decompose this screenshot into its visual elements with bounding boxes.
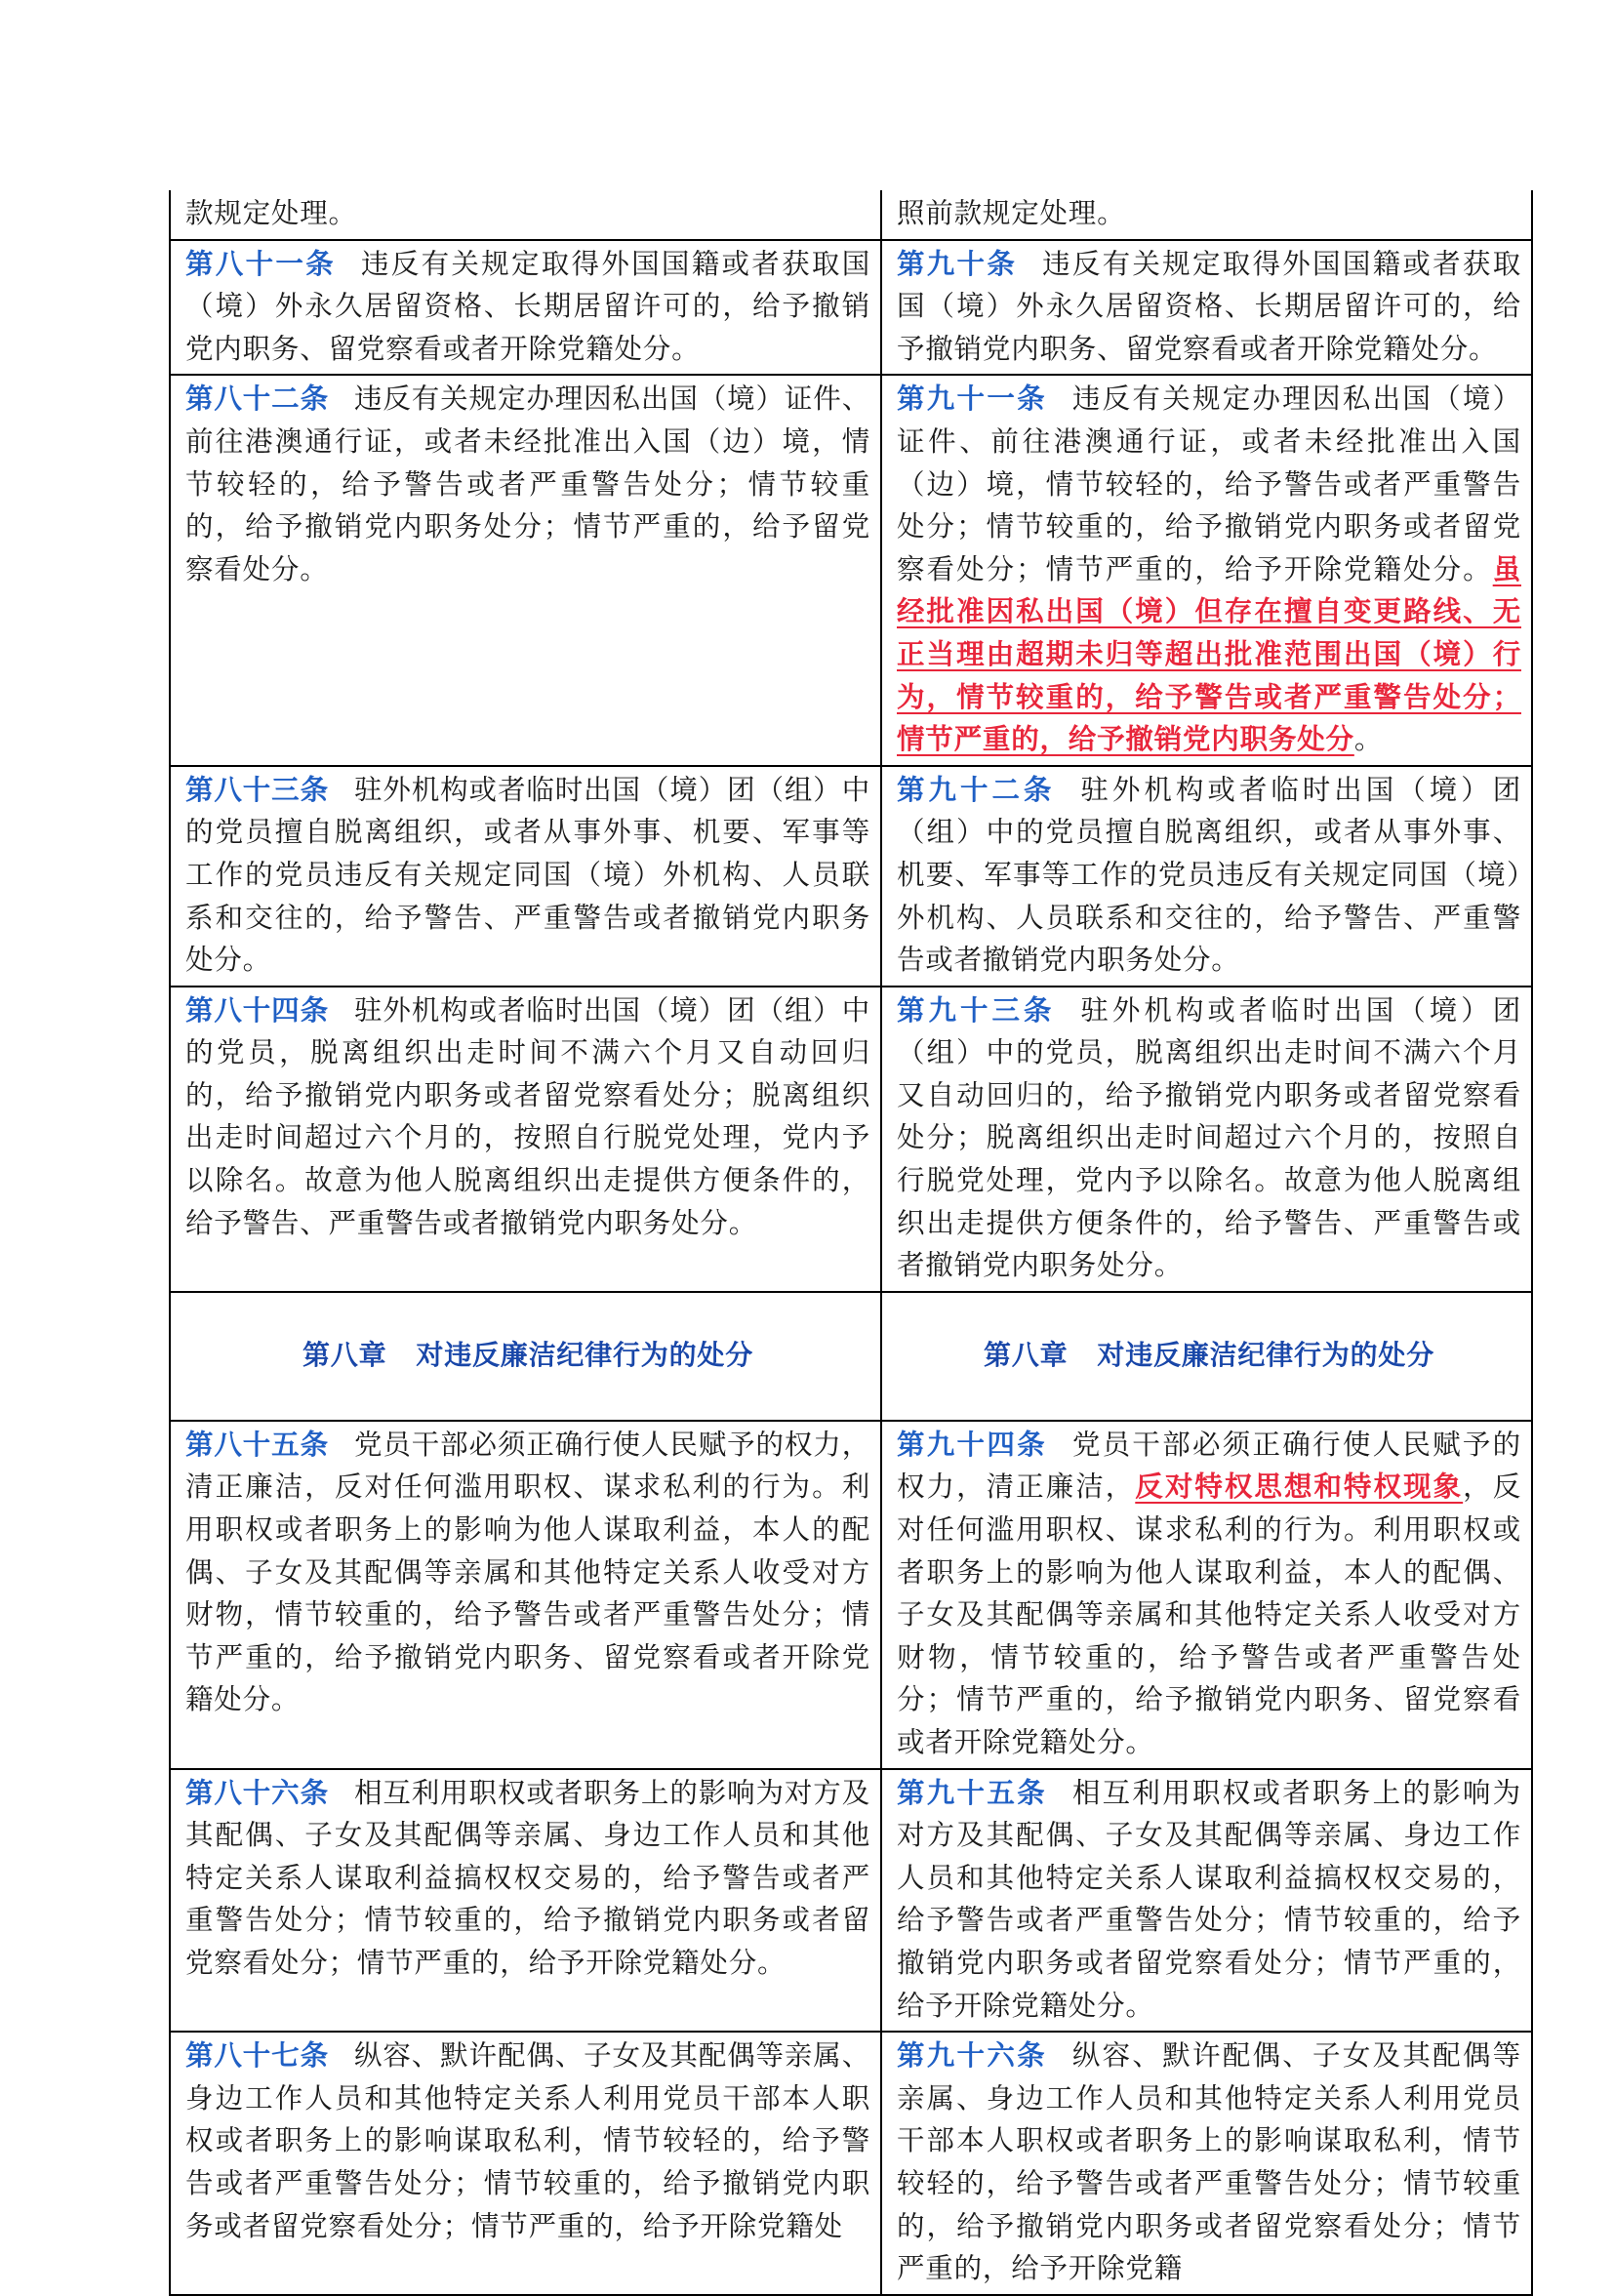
old-article-cell [170,240,881,376]
article-number: 第八十五条 [185,1427,329,1461]
old-article-cell [170,1769,881,2033]
article-number: 第八十六条 [185,1775,329,1809]
article-text: 驻外机构或者临时出国（境）团（组）中的党员擅自脱离组织，或者从事外事、机要、军事等工作的党员违反有关规定同国（境）外机构、人员联系和交往的，给予警告、严重警告或者撤销党内职务处分。 [185,773,870,977]
article-number: 第八十三条 [185,772,329,806]
added-text: 反对特权思想和特权现象 [1135,1470,1464,1504]
new-article-cell [881,2032,1532,2295]
article-number: 第八十七条 [185,2038,329,2073]
old-article-cell [170,987,881,1292]
article-number: 第九十一条 [897,382,1047,416]
table-row [170,1421,1532,1769]
chapter-heading [303,1339,753,1371]
article-text: 驻外机构或者临时出国（境）团（组）中的党员，脱离组织出走时间不满六个月又自动回归的，给予撤销党内职务或者留党察看处分；脱离组织出走时间超过六个月的，按照自行脱党处理，党内予以除名。故意为他人脱离组织出走提供方便条件的，给予警告、严重警告或者撤销党内职务处分。 [897,993,1521,1282]
article-text: 驻外机构或者临时出国（境）团（组）中的党员擅自脱离组织，或者从事外事、机要、军事等工作的党员违反有关规定同国（境）外机构、人员联系和交往的，给予警告、严重警告或者撤销党内职务处分。 [897,773,1521,977]
old-article-cell [170,1292,881,1421]
article-text: 纵容、默许配偶、子女及其配偶等亲属、身边工作人员和其他特定关系人利用党员干部本人职权或者职务上的影响谋取私利，情节较轻的，给予警告或者严重警告处分；情节较重的，给予撤销党内职务或者留党察看处分；情节严重的，给予开除党籍 [897,2039,1521,2285]
new-article-cell [881,1769,1532,2033]
table-row [170,987,1532,1292]
new-article-cell [881,766,1532,987]
table-row [170,190,1532,240]
article-text: 照前款规定处理。 [897,197,1126,229]
article-text: 党员干部必须正确行使人民赋予的权力，清正廉洁， [897,1428,1521,1504]
article-number: 第九十六条 [897,2038,1047,2073]
article-number: 第九十五条 [897,1775,1047,1809]
old-article-cell [170,766,881,987]
chapter-number: 第八章 [302,1339,387,1372]
table-row [170,766,1532,987]
new-article-cell [881,375,1532,765]
new-article-cell [881,1292,1532,1421]
table-row [170,2032,1532,2295]
article-text: 相互利用职权或者职务上的影响为对方及其配偶、子女及其配偶等亲属、身边工作人员和其他特定关系人谋取利益搞权权交易的，给予警告或者严重警告处分；情节较重的，给予撤销党内职务或者留党察看处分；情节严重的，给予开除党籍处分。 [897,1776,1521,2022]
article-text: 违反有关规定取得外国国籍或者获取国（境）外永久居留资格、长期居留许可的，给予撤销党内职务、留党察看或者开除党籍处分。 [897,247,1521,365]
article-text: 违反有关规定取得外国国籍或者获取国（境）外永久居留资格、长期居留许可的，给予撤销党内职务、留党察看或者开除党籍处分。 [185,247,870,365]
article-text: 违反有关规定办理因私出国（境）证件、前往港澳通行证，或者未经批准出入国（边）境，情节较轻的，给予警告或者严重警告处分；情节较重的，给予撤销党内职务处分；情节严重的，给予留党察看处分。 [185,383,870,585]
added-text: 虽经批准因私出国（境）但存在擅自变更路线、无正当理由超期未归等超出批准范围出国（境）行为，情节较重的，给予警告或者严重警告处分；情节严重的，给予撤销党内职务处分 [897,551,1521,756]
article-text: 款规定处理。 [185,197,357,229]
new-article-cell [881,190,1532,240]
article-text: 纵容、默许配偶、子女及其配偶等亲属、身边工作人员和其他特定关系人利用党员干部本人职权或者职务上的影响谋取私利，情节较轻的，给予警告或者严重警告处分；情节较重的，给予撤销党内职务或者留党察看处分；情节严重的，给予开除党籍处 [185,2039,870,2242]
new-article-cell [881,987,1532,1292]
table-row [170,375,1532,765]
new-article-cell [881,1421,1532,1769]
chapter-title: 对违反廉洁纪律行为的处分 [416,1339,753,1372]
comparison-table [169,190,1533,2296]
old-article-cell [170,190,881,240]
article-text-tail: 。 [1353,723,1384,756]
article-number: 第九十四条 [897,1427,1047,1461]
article-number: 第九十二条 [897,772,1056,806]
article-number: 第九十条 [897,246,1018,280]
table-row [170,240,1532,376]
new-article-cell [881,240,1532,376]
article-number: 第八十二条 [185,382,329,416]
chapter-number: 第八章 [983,1339,1069,1372]
article-text: 驻外机构或者临时出国（境）团（组）中的党员，脱离组织出走时间不满六个月又自动回归的，给予撤销党内职务或者留党察看处分；脱离组织出走时间超过六个月的，按照自行脱党处理，党内予以除名。故意为他人脱离组织出走提供方便条件的，给予警告、严重警告或者撤销党内职务处分。 [185,993,870,1239]
old-article-cell [170,1421,881,1769]
article-text-tail: ，反对任何滥用职权、谋求私利的行为。利用职权或者职务上的影响为他人谋取利益，本人的配偶、子女及其配偶等亲属和其他特定关系人收受对方财物，情节较重的，给予警告或者严重警告处分；情节严重的，给予撤销党内职务、留党察看或者开除党籍处分。 [897,1470,1521,1758]
article-text: 党员干部必须正确行使人民赋予的权力，清正廉洁，反对任何滥用职权、谋求私利的行为。利用职权或者职务上的影响为他人谋取利益，本人的配偶、子女及其配偶等亲属和其他特定关系人收受对方财物，情节较重的，给予警告或者严重警告处分；情节严重的，给予撤销党内职务、留党察看或者开除党籍处分。 [185,1428,870,1716]
chapter-title: 对违反廉洁纪律行为的处分 [1097,1339,1434,1372]
article-text: 相互利用职权或者职务上的影响为对方及其配偶、子女及其配偶等亲属、身边工作人员和其他特定关系人谋取利益搞权权交易的，给予警告或者严重警告处分；情节较重的，给予撤销党内职务或者留党察看处分；情节严重的，给予开除党籍处分。 [185,1776,870,1979]
article-number: 第八十四条 [185,992,329,1027]
table-row [170,1769,1532,2033]
chapter-heading [984,1339,1434,1371]
old-article-cell [170,375,881,765]
article-number: 第九十三条 [897,992,1056,1027]
table-row [170,1292,1532,1421]
article-text: 违反有关规定办理因私出国（境）证件、前往港澳通行证，或者未经批准出入国（边）境，情节较轻的，给予警告或者严重警告处分；情节较重的，给予撤销党内职务或者留党察看处分；情节严重的，给予开除党籍处分。 [897,383,1521,585]
article-number: 第八十一条 [185,246,336,280]
old-article-cell [170,2032,881,2295]
